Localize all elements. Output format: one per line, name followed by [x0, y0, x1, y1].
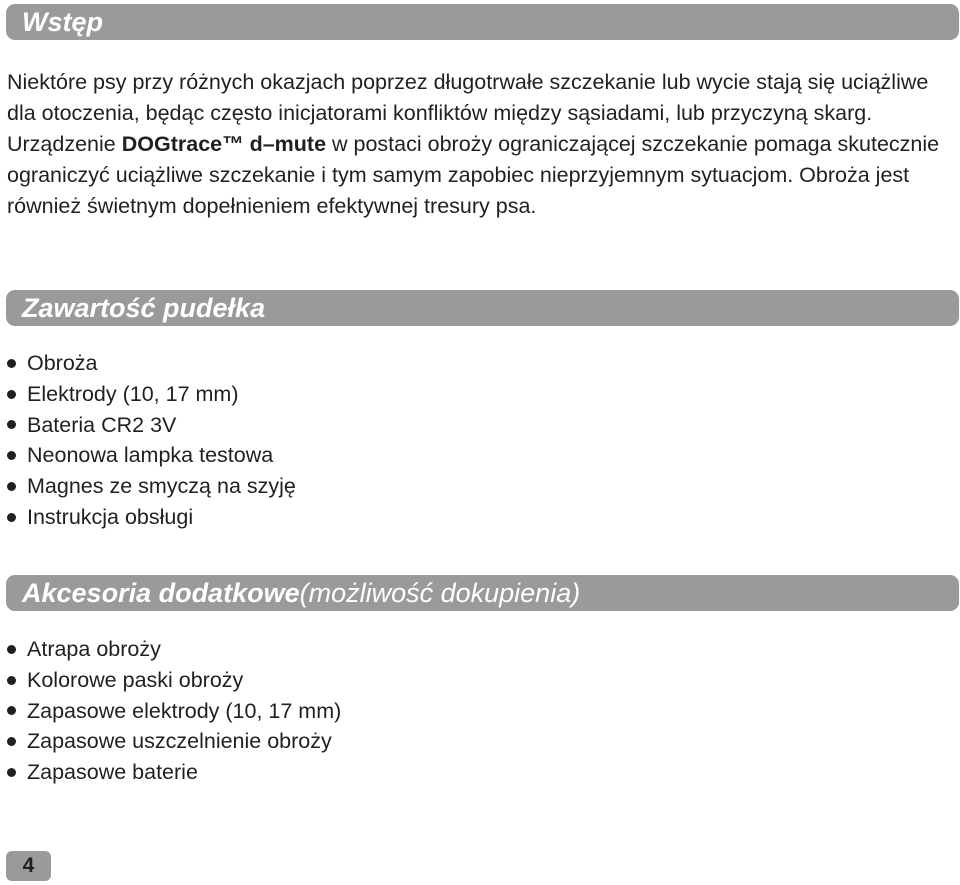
- list-item-label: Magnes ze smyczą na szyję: [27, 474, 296, 499]
- list-item: [7, 665, 341, 696]
- section-title-accessories: Akcesoria dodatkowe: [22, 577, 300, 608]
- list-item: [7, 696, 341, 727]
- page-number: [6, 851, 51, 881]
- list-item: [7, 634, 341, 665]
- list-item: [7, 440, 296, 471]
- bullet-dot-icon: [7, 359, 16, 368]
- list-item-label: Zapasowe baterie: [27, 760, 198, 785]
- list-item: [7, 410, 296, 441]
- bullet-dot-icon: [7, 390, 16, 399]
- list-item: [7, 726, 341, 757]
- list-item-label: Bateria CR2 3V: [27, 412, 177, 437]
- bullet-dot-icon: [7, 451, 16, 460]
- list-item: [7, 471, 296, 502]
- intro-text-start: Niektóre psy przy różnych okazjach poprzez długotrwałe szczekanie lub wycie stają się uciążliwe dla otoczenia, będąc często inicjatorami konfliktów między sąsiadami, lub przyczyną skarg. Urządzenie: [7, 70, 929, 156]
- section-header-accessories: [6, 575, 959, 611]
- bullet-dot-icon: [7, 706, 16, 715]
- list-item-label: Elektrody (10, 17 mm): [27, 381, 239, 406]
- contents-list: [7, 348, 296, 533]
- list-item-label: Kolorowe paski obroży: [27, 667, 244, 692]
- intro-text-end: w postaci obroży ograniczającej szczekanie pomaga skutecznie ograniczyć uciążliwe szczekanie i tym samym zapobiec nieprzyjemnym sytuacjom. Obroża jest również świetnym dopełnieniem efektywnej tresury psa.: [7, 132, 940, 218]
- section-header-intro: [6, 4, 959, 40]
- section-header-contents: [6, 290, 959, 326]
- bullet-dot-icon: [7, 737, 16, 746]
- section-title-intro: Wstęp: [22, 6, 103, 37]
- page-number-label: 4: [22, 854, 35, 877]
- section-title-contents: Zawartość pudełka: [22, 292, 266, 323]
- bullet-dot-icon: [7, 645, 16, 654]
- accessories-list: [7, 634, 341, 788]
- brand-name: DOGtrace™ d–mute: [121, 132, 327, 156]
- list-item-label: Zapasowe elektrody (10, 17 mm): [27, 698, 342, 723]
- list-item: [7, 348, 296, 379]
- intro-paragraph: [7, 67, 952, 222]
- section-title-note: (możliwość dokupienia): [299, 577, 581, 608]
- bullet-dot-icon: [7, 768, 16, 777]
- list-item-label: Obroża: [27, 351, 98, 375]
- bullet-dot-icon: [7, 482, 16, 491]
- list-item: [7, 379, 296, 410]
- bullet-dot-icon: [7, 420, 16, 429]
- list-item-label: Instrukcja obsługi: [27, 504, 194, 529]
- list-item: [7, 757, 341, 788]
- list-item-label: Neonowa lampka testowa: [27, 443, 274, 468]
- list-item-label: Zapasowe uszczelnienie obroży: [27, 729, 332, 754]
- bullet-dot-icon: [7, 513, 16, 522]
- list-item: [7, 502, 296, 533]
- bullet-dot-icon: [7, 676, 16, 685]
- list-item-label: Atrapa obroży: [27, 637, 161, 661]
